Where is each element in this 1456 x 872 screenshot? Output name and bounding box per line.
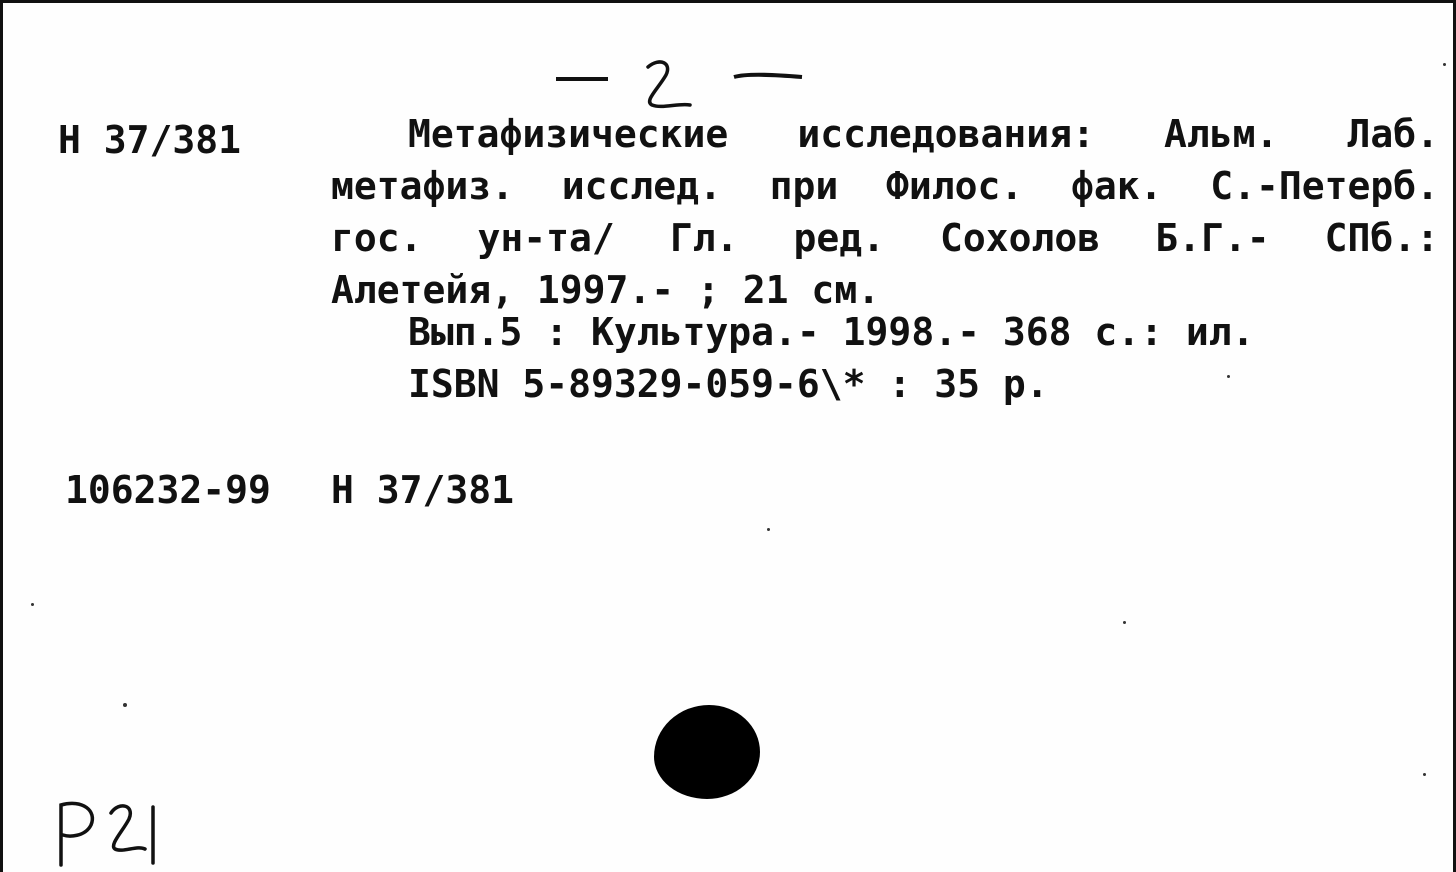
imprint-line: Алетейя, 1997.- ; 21 см. <box>331 268 881 312</box>
punch-hole <box>654 705 760 799</box>
scan-speck <box>31 603 34 606</box>
title-line-1: Метафизические исследования: Альм. Лаб. <box>408 112 1439 156</box>
isbn-line: ISBN 5-89329-059-6\* : 35 р. <box>408 362 1049 406</box>
accession-number: 106232-99 <box>65 468 271 512</box>
title-line-3: гос. ун-та/ Гл. ред. Сохолов Б.Г.- СПб.: <box>331 216 1439 260</box>
volume-line: Вып.5 : Культура.- 1998.- 368 с.: ил. <box>408 310 1255 354</box>
scan-speck <box>1443 63 1446 66</box>
scan-speck <box>767 528 770 531</box>
handwritten-page-marker <box>548 55 808 115</box>
accession-shelf-mark: Н 37/381 <box>331 468 515 512</box>
title-line-2: метафиз. исслед. при Филос. фак. С.-Петерб. <box>331 164 1439 208</box>
scan-speck <box>123 703 127 707</box>
scan-speck <box>1123 621 1126 624</box>
shelf-mark: Н 37/381 <box>58 118 242 162</box>
scan-speck <box>1423 773 1426 776</box>
handwritten-note <box>53 793 173 872</box>
scan-speck <box>1227 375 1230 378</box>
